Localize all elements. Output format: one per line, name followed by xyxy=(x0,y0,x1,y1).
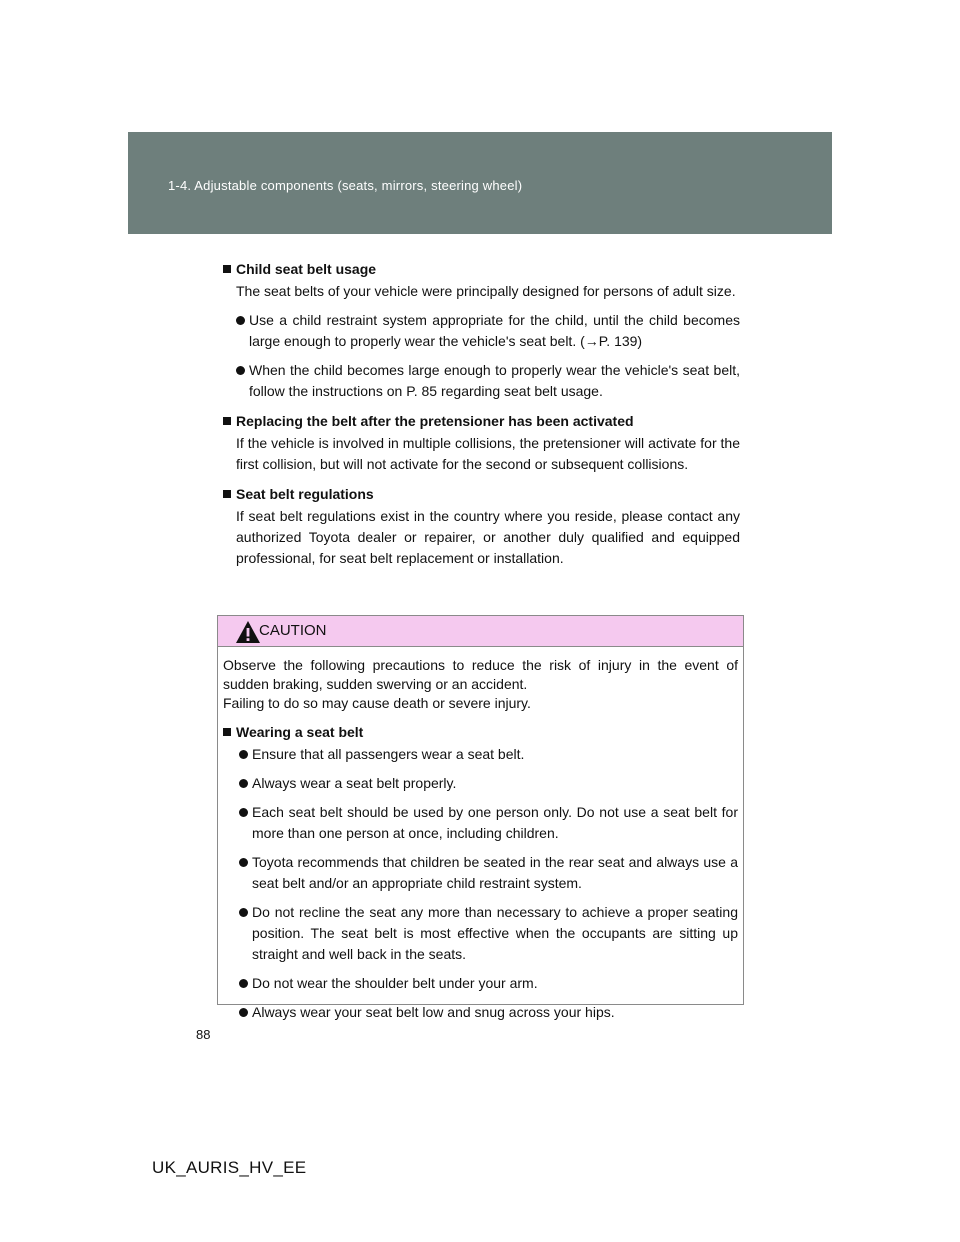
caution-intro-line: Failing to do so may cause death or severe injury. xyxy=(223,695,531,711)
caution-box xyxy=(217,615,744,1020)
section-regulations xyxy=(220,483,740,569)
square-bullet-icon xyxy=(223,417,231,425)
list-item xyxy=(239,1002,738,1023)
round-bullet-icon xyxy=(236,316,245,325)
caution-header xyxy=(218,616,743,647)
round-bullet-icon xyxy=(239,808,248,817)
section-heading xyxy=(220,483,740,506)
caution-intro-line: Observe the following precautions to reduce the risk of injury in the event of sudden braking, sudden swerving or an accident. xyxy=(223,657,738,692)
round-bullet-icon xyxy=(239,858,248,867)
list-item xyxy=(239,902,738,965)
paragraph: If seat belt regulations exist in the country where you reside, please contact any authorized Toyota dealer or repairer, or another duly qualified and equipped professional, for seat belt replacement or installation. xyxy=(236,508,740,566)
list-item-text: Each seat belt should be used by one person only. Do not use a seat belt for more than one person at once, including children. xyxy=(252,804,738,841)
paragraph: If the vehicle is involved in multiple collisions, the pretensioner will activate for the first collision, but will not activate for the second or subsequent collisions. xyxy=(236,435,740,472)
list-item xyxy=(236,310,740,352)
section-pretensioner xyxy=(220,410,740,475)
round-bullet-icon xyxy=(239,750,248,759)
document-code: UK_AURIS_HV_EE xyxy=(152,1158,307,1177)
round-bullet-icon xyxy=(239,908,248,917)
list-item xyxy=(239,773,738,794)
square-bullet-icon xyxy=(223,490,231,498)
list-item-text: Ensure that all passengers wear a seat belt. xyxy=(252,746,525,762)
page-number: 88 xyxy=(196,1027,211,1042)
list-item xyxy=(239,744,738,765)
round-bullet-icon xyxy=(239,779,248,788)
warning-icon xyxy=(235,620,261,644)
heading-text: Seat belt regulations xyxy=(236,486,374,502)
section-child-seat-belt xyxy=(220,258,740,402)
section-heading xyxy=(220,410,740,433)
list-item xyxy=(239,852,738,894)
square-bullet-icon xyxy=(223,728,231,736)
round-bullet-icon xyxy=(239,1008,248,1017)
caution-heading xyxy=(220,721,738,744)
list-item-text: Always wear your seat belt low and snug across your hips. xyxy=(252,1004,615,1020)
caution-intro xyxy=(223,656,738,713)
round-bullet-icon xyxy=(236,366,245,375)
list-item xyxy=(239,802,738,844)
heading-text: Child seat belt usage xyxy=(236,261,377,277)
list-item xyxy=(236,360,740,402)
heading-text: Wearing a seat belt xyxy=(236,724,364,740)
paragraph: The seat belts of your vehicle were principally designed for persons of adult size. xyxy=(236,283,736,299)
square-bullet-icon xyxy=(223,265,231,273)
list-item-text: Do not recline the seat any more than necessary to achieve a proper seating position. The seat belt is most effective when the occupants are sitting up straight and well back in the seats. xyxy=(252,904,738,962)
caution-body xyxy=(218,647,743,1023)
list-item-text: Always wear a seat belt properly. xyxy=(252,775,457,791)
section-heading xyxy=(220,258,740,281)
heading-text: Replacing the belt after the pretensioner has been activated xyxy=(236,413,634,429)
list-item-text: Do not wear the shoulder belt under your arm. xyxy=(252,975,538,991)
round-bullet-icon xyxy=(239,979,248,988)
list-item xyxy=(239,973,738,994)
list-item-text: When the child becomes large enough to properly wear the vehicle's seat belt, follow the instructions on P. 85 regarding seat belt usage. xyxy=(249,362,740,399)
list-item-text: Toyota recommends that children be seated in the rear seat and always use a seat belt and/or an appropriate child restraint system. xyxy=(252,854,738,891)
section-title: 1-4. Adjustable components (seats, mirrors, steering wheel) xyxy=(168,178,523,193)
caution-label: CAUTION xyxy=(259,622,327,639)
list-item-text: Use a child restraint system appropriate for the child, until the child becomes large enough to properly wear the vehicle's seat belt. (→P. 139) xyxy=(249,312,740,349)
main-content xyxy=(220,258,740,577)
